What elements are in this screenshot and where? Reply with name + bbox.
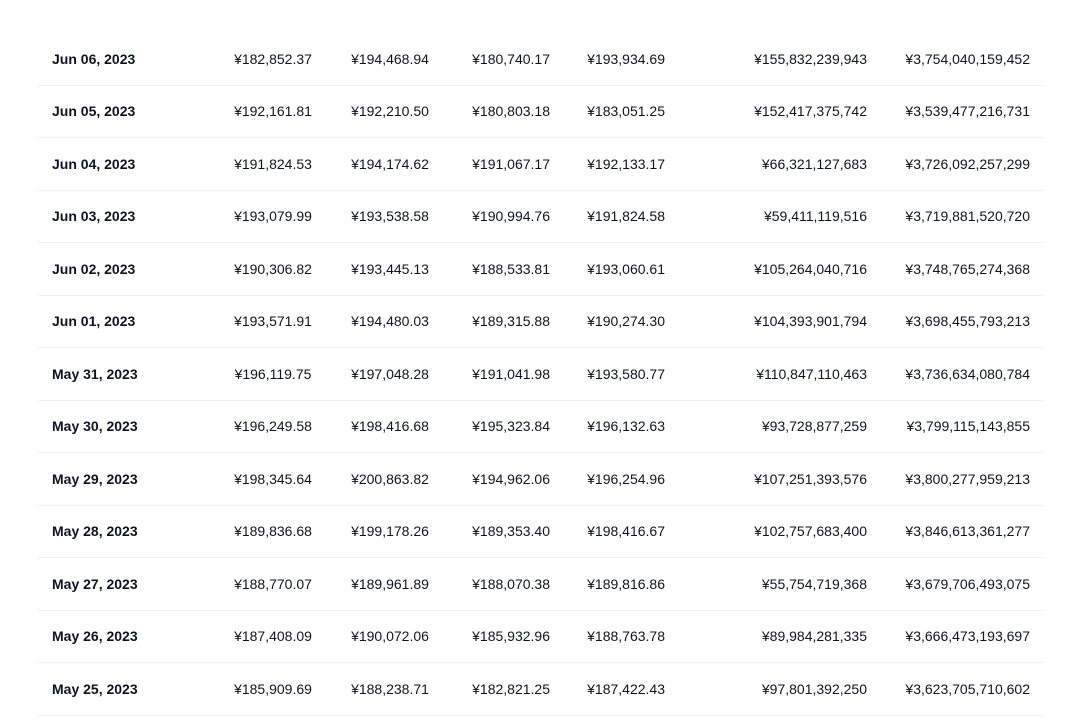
historical-data-table-container [38,33,1044,716]
market-cap-cell: ¥3,800,277,959,213 [867,453,1044,506]
open-price-cell: ¥196,249.58 [208,400,338,453]
date-cell: May 27, 2023 [38,558,208,611]
high-price-cell: ¥193,538.58 [338,190,442,243]
table-row [38,138,1044,191]
date-cell: Jun 06, 2023 [38,33,208,85]
volume-cell: ¥66,321,127,683 [665,138,867,191]
volume-cell: ¥93,728,877,259 [665,400,867,453]
table-body [38,33,1044,715]
market-cap-cell: ¥3,846,613,361,277 [867,505,1044,558]
close-price-cell: ¥191,824.58 [550,190,665,243]
date-cell: May 31, 2023 [38,348,208,401]
high-price-cell: ¥198,416.68 [338,400,442,453]
high-price-cell: ¥188,238.71 [338,663,442,716]
volume-cell: ¥110,847,110,463 [665,348,867,401]
market-cap-cell: ¥3,698,455,793,213 [867,295,1044,348]
close-price-cell: ¥193,580.77 [550,348,665,401]
open-price-cell: ¥189,836.68 [208,505,338,558]
table-row [38,33,1044,85]
close-price-cell: ¥193,934.69 [550,33,665,85]
date-cell: Jun 03, 2023 [38,190,208,243]
table-row [38,400,1044,453]
market-cap-cell: ¥3,666,473,193,697 [867,610,1044,663]
date-cell: Jun 02, 2023 [38,243,208,296]
volume-cell: ¥107,251,393,576 [665,453,867,506]
volume-cell: ¥105,264,040,716 [665,243,867,296]
table-row [38,505,1044,558]
high-price-cell: ¥197,048.28 [338,348,442,401]
open-price-cell: ¥185,909.69 [208,663,338,716]
high-price-cell: ¥193,445.13 [338,243,442,296]
high-price-cell: ¥199,178.26 [338,505,442,558]
date-cell: May 25, 2023 [38,663,208,716]
open-price-cell: ¥182,852.37 [208,33,338,85]
low-price-cell: ¥189,353.40 [442,505,550,558]
low-price-cell: ¥195,323.84 [442,400,550,453]
date-cell: Jun 01, 2023 [38,295,208,348]
close-price-cell: ¥198,416.67 [550,505,665,558]
market-cap-cell: ¥3,748,765,274,368 [867,243,1044,296]
low-price-cell: ¥182,821.25 [442,663,550,716]
high-price-cell: ¥190,072.06 [338,610,442,663]
date-cell: May 28, 2023 [38,505,208,558]
open-price-cell: ¥190,306.82 [208,243,338,296]
market-cap-cell: ¥3,539,477,216,731 [867,85,1044,138]
date-cell: Jun 04, 2023 [38,138,208,191]
low-price-cell: ¥180,803.18 [442,85,550,138]
open-price-cell: ¥188,770.07 [208,558,338,611]
table-row [38,295,1044,348]
date-cell: Jun 05, 2023 [38,85,208,138]
high-price-cell: ¥200,863.82 [338,453,442,506]
open-price-cell: ¥193,571.91 [208,295,338,348]
open-price-cell: ¥187,408.09 [208,610,338,663]
high-price-cell: ¥194,468.94 [338,33,442,85]
market-cap-cell: ¥3,736,634,080,784 [867,348,1044,401]
table-row [38,190,1044,243]
volume-cell: ¥55,754,719,368 [665,558,867,611]
market-cap-cell: ¥3,679,706,493,075 [867,558,1044,611]
open-price-cell: ¥192,161.81 [208,85,338,138]
table-row [38,663,1044,716]
close-price-cell: ¥183,051.25 [550,85,665,138]
market-cap-cell: ¥3,754,040,159,452 [867,33,1044,85]
open-price-cell: ¥191,824.53 [208,138,338,191]
market-cap-cell: ¥3,719,881,520,720 [867,190,1044,243]
volume-cell: ¥59,411,119,516 [665,190,867,243]
table-row [38,610,1044,663]
table-row [38,348,1044,401]
low-price-cell: ¥194,962.06 [442,453,550,506]
close-price-cell: ¥190,274.30 [550,295,665,348]
low-price-cell: ¥185,932.96 [442,610,550,663]
volume-cell: ¥102,757,683,400 [665,505,867,558]
low-price-cell: ¥188,070.38 [442,558,550,611]
close-price-cell: ¥188,763.78 [550,610,665,663]
low-price-cell: ¥191,067.17 [442,138,550,191]
volume-cell: ¥97,801,392,250 [665,663,867,716]
volume-cell: ¥89,984,281,335 [665,610,867,663]
volume-cell: ¥155,832,239,943 [665,33,867,85]
close-price-cell: ¥187,422.43 [550,663,665,716]
close-price-cell: ¥196,254.96 [550,453,665,506]
open-price-cell: ¥193,079.99 [208,190,338,243]
open-price-cell: ¥198,345.64 [208,453,338,506]
volume-cell: ¥104,393,901,794 [665,295,867,348]
market-cap-cell: ¥3,726,092,257,299 [867,138,1044,191]
volume-cell: ¥152,417,375,742 [665,85,867,138]
date-cell: May 26, 2023 [38,610,208,663]
low-price-cell: ¥189,315.88 [442,295,550,348]
high-price-cell: ¥194,174.62 [338,138,442,191]
close-price-cell: ¥196,132.63 [550,400,665,453]
market-cap-cell: ¥3,799,115,143,855 [867,400,1044,453]
close-price-cell: ¥189,816.86 [550,558,665,611]
table-row [38,453,1044,506]
table-row [38,85,1044,138]
high-price-cell: ¥192,210.50 [338,85,442,138]
high-price-cell: ¥189,961.89 [338,558,442,611]
low-price-cell: ¥180,740.17 [442,33,550,85]
high-price-cell: ¥194,480.03 [338,295,442,348]
close-price-cell: ¥192,133.17 [550,138,665,191]
low-price-cell: ¥191,041.98 [442,348,550,401]
market-cap-cell: ¥3,623,705,710,602 [867,663,1044,716]
date-cell: May 30, 2023 [38,400,208,453]
date-cell: May 29, 2023 [38,453,208,506]
historical-data-table [38,33,1044,716]
close-price-cell: ¥193,060.61 [550,243,665,296]
low-price-cell: ¥188,533.81 [442,243,550,296]
low-price-cell: ¥190,994.76 [442,190,550,243]
table-row [38,558,1044,611]
open-price-cell: ¥196,119.75 [208,348,338,401]
table-row [38,243,1044,296]
